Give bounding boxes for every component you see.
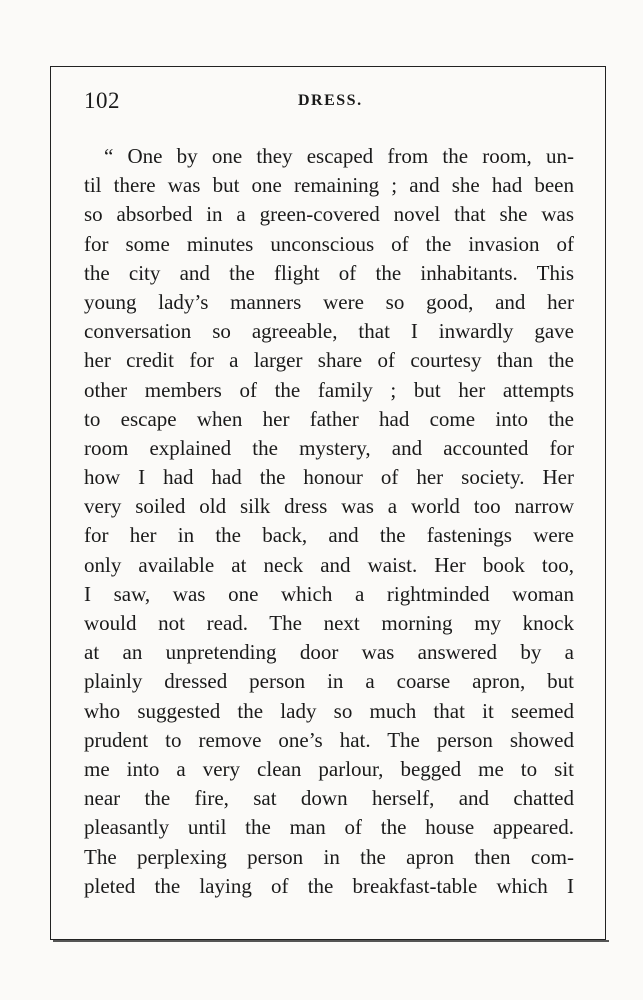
text-line: other members of the family ; but her attempts	[84, 377, 574, 402]
text-line: The perplexing person in the apron then com-	[84, 844, 574, 869]
text-line: her credit for a larger share of courtesy than the	[84, 348, 574, 373]
text-line: the city and the flight of the inhabitants. This	[84, 260, 574, 285]
text-line: til there was but one remaining ; and she had been	[84, 173, 574, 198]
text-line: “ One by one they escaped from the room, un-	[104, 144, 574, 168]
text-line: young lady’s manners were so good, and her	[84, 289, 574, 314]
text-line: prudent to remove one’s hat. The person showed	[84, 727, 574, 752]
page-border-shadow	[53, 940, 609, 942]
text-line: I saw, was one which a rightminded woman	[84, 581, 574, 606]
text-line: plainly dressed person in a coarse apron, but	[84, 669, 574, 694]
page-number: 102	[84, 88, 120, 113]
text-line: room explained the mystery, and accounted for	[84, 435, 574, 460]
text-line: only available at neck and waist. Her book too,	[84, 552, 574, 577]
text-line: for some minutes unconscious of the invasion of	[84, 231, 574, 256]
text-line: pleted the laying of the breakfast-table which I	[84, 873, 574, 898]
text-line: very soiled old silk dress was a world too narrow	[84, 494, 574, 519]
running-head: DRESS.	[298, 92, 363, 109]
text-line: so absorbed in a green-covered novel that she was	[84, 202, 574, 227]
text-line: for her in the back, and the fastenings were	[84, 523, 574, 548]
text-line: pleasantly until the man of the house appeared.	[84, 815, 574, 840]
text-line: would not read. The next morning my knock	[84, 611, 574, 635]
text-line: conversation so agreeable, that I inwardly gave	[84, 319, 574, 344]
text-line: how I had had the honour of her society. Her	[84, 465, 574, 490]
text-line: to escape when her father had come into the	[84, 406, 574, 431]
text-line: at an unpretending door was answered by a	[84, 640, 574, 665]
body-text	[84, 142, 574, 901]
text-line: who suggested the lady so much that it seemed	[84, 698, 574, 723]
text-line: me into a very clean parlour, begged me to sit	[84, 756, 574, 781]
text-line: near the fire, sat down herself, and chatted	[84, 786, 574, 811]
